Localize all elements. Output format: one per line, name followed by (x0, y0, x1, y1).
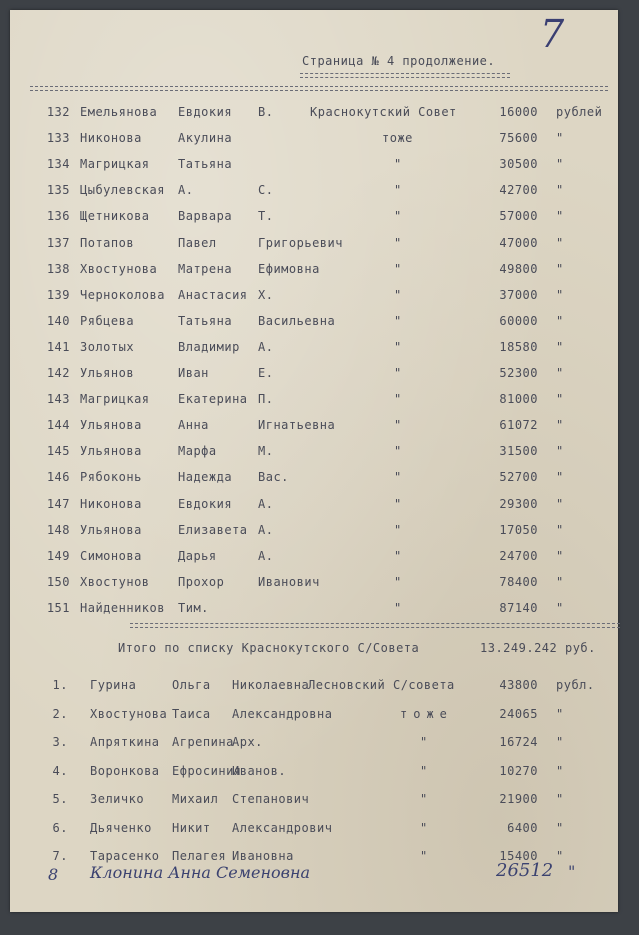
row-patronymic: Васильевна (258, 313, 336, 328)
row-number: 147 (46, 496, 70, 511)
row-first-name: Татьяна (178, 313, 233, 328)
row-council: " (394, 261, 402, 276)
row-unit: " (556, 418, 564, 433)
row-council: " (394, 548, 402, 563)
row-amount: 24700 (499, 548, 538, 563)
row-unit: " (556, 548, 564, 563)
row-unit: " (556, 763, 564, 778)
row-council: " (420, 820, 428, 835)
row-number: 132 (46, 105, 70, 119)
row-number: 140 (46, 313, 70, 328)
row-first-name: Евдокия (178, 496, 233, 511)
row-surname: Щетникова (80, 209, 150, 224)
row-first-name: Дарья (178, 548, 217, 563)
table-row (10, 209, 618, 231)
row-amount: 87140 (499, 600, 538, 615)
row-number: 6. (52, 820, 68, 835)
row-patronymic: Т. (258, 209, 274, 224)
section-1-total-label: Итого по списку Краснокутского С/Совета (118, 641, 420, 655)
row-council: " (394, 600, 402, 615)
row-amount: 78400 (499, 574, 538, 589)
row-amount: 18580 (499, 339, 538, 354)
row-amount: 10270 (499, 763, 538, 778)
handwritten-row-number: 8 (48, 865, 59, 884)
row-surname: Хвостунов (80, 574, 150, 589)
row-amount: 52300 (499, 366, 538, 380)
row-amount: 52700 (499, 470, 538, 485)
row-first-name: Анна (178, 418, 209, 433)
top-rule-2 (30, 90, 608, 91)
table-row (10, 314, 618, 336)
row-council: " (394, 392, 402, 407)
table-row (10, 288, 618, 310)
table-row (10, 131, 618, 153)
row-first-name: Владимир (178, 339, 240, 354)
table-row (10, 575, 618, 597)
row-unit: " (556, 366, 564, 380)
row-number: 137 (46, 235, 70, 250)
row-first-name: А. (178, 183, 194, 198)
row-unit: " (556, 261, 564, 276)
row-patronymic: Иванович (258, 574, 320, 589)
table-row (10, 549, 618, 571)
row-surname: Ульянова (80, 444, 142, 459)
row-unit: " (556, 735, 564, 749)
top-rule (30, 86, 608, 87)
row-number: 7. (52, 849, 68, 863)
row-council: тоже (382, 131, 413, 146)
row-patronymic: А. (258, 339, 274, 354)
row-first-name: Ольга (172, 678, 211, 692)
table-row (10, 236, 618, 258)
row-unit: рубл. (556, 678, 595, 692)
row-number: 148 (46, 522, 70, 537)
row-patronymic: Ефимовна (258, 261, 320, 276)
row-council: " (394, 235, 402, 250)
row-surname: Потапов (80, 235, 135, 250)
row-patronymic: Иванов. (232, 763, 287, 778)
row-patronymic: А. (258, 496, 274, 511)
row-number: 145 (46, 444, 70, 459)
row-first-name: Акулина (178, 131, 233, 146)
row-patronymic: Ивановна (232, 849, 294, 863)
row-amount: 17050 (499, 522, 538, 537)
table-row (10, 764, 618, 786)
row-patronymic: А. (258, 522, 274, 537)
row-unit: " (556, 470, 564, 485)
row-number: 138 (46, 261, 70, 276)
row-patronymic: Степанович (232, 792, 310, 806)
row-surname: Найденников (80, 600, 165, 615)
row-council: " (394, 470, 402, 485)
table-row (10, 262, 618, 284)
row-patronymic: Игнатьевна (258, 418, 336, 433)
row-patronymic: А. (258, 548, 274, 563)
row-amount: 47000 (499, 235, 538, 250)
row-surname: Емельянова (80, 105, 158, 119)
row-number: 2. (52, 706, 68, 721)
row-amount: 43800 (499, 678, 538, 692)
table-row (10, 157, 618, 179)
handwritten-row-name: Клонина Анна Семеновна (90, 863, 311, 882)
row-council: " (394, 522, 402, 537)
row-council: Лесновский С/совета (308, 678, 455, 692)
row-council: " (420, 792, 428, 806)
row-unit: " (556, 522, 564, 537)
table-row (10, 497, 618, 519)
row-first-name: Прохор (178, 574, 225, 589)
row-surname: Хвостунова (90, 706, 168, 721)
row-number: 139 (46, 287, 70, 302)
row-amount: 49800 (499, 261, 538, 276)
table-row (10, 340, 618, 362)
row-unit: " (556, 849, 564, 863)
table-row (10, 366, 618, 388)
row-first-name: Таиса (172, 706, 211, 721)
page-header: Страница № 4 продолжение. (302, 54, 496, 68)
row-number: 144 (46, 418, 70, 433)
section-1-total-amount: 13.249.242 руб. (480, 641, 596, 655)
row-number: 143 (46, 392, 70, 407)
row-number: 1. (52, 678, 68, 692)
row-unit: " (556, 706, 564, 721)
row-amount: 75600 (499, 131, 538, 146)
row-unit: " (556, 235, 564, 250)
row-surname: Никонова (80, 131, 142, 146)
row-unit: " (556, 209, 564, 224)
row-surname: Рябцева (80, 313, 135, 328)
row-surname: Симонова (80, 548, 142, 563)
row-surname: Ульянов (80, 366, 135, 380)
row-amount: 61072 (499, 418, 538, 433)
row-patronymic: Александрович (232, 820, 333, 835)
row-number: 3. (52, 735, 68, 749)
row-patronymic: Х. (258, 287, 274, 302)
row-council: Краснокутский Совет (310, 105, 457, 119)
row-unit: " (556, 287, 564, 302)
row-patronymic: П. (258, 392, 274, 407)
row-surname: Апряткина (90, 735, 160, 749)
row-council: " (394, 496, 402, 511)
row-patronymic: Николаевна (232, 678, 310, 692)
row-surname: Тарасенко (90, 849, 160, 863)
row-surname: Ульянова (80, 522, 142, 537)
row-surname: Дьяченко (90, 820, 152, 835)
row-first-name: Тим. (178, 600, 209, 615)
row-unit: " (556, 183, 564, 198)
table-row (10, 183, 618, 205)
row-unit: " (556, 574, 564, 589)
handwritten-row-amount: 26512 (496, 860, 554, 881)
row-unit: рублей (556, 105, 603, 119)
row-first-name: Агрепина (172, 735, 234, 749)
row-patronymic: Е. (258, 366, 274, 380)
table-row (10, 735, 618, 757)
table-row (10, 523, 618, 545)
row-first-name: Евдокия (178, 105, 233, 119)
row-council: " (394, 339, 402, 354)
table-row (10, 105, 618, 127)
row-amount: 42700 (499, 183, 538, 198)
row-unit: " (556, 444, 564, 459)
row-surname: Рябоконь (80, 470, 142, 485)
table-row (10, 392, 618, 414)
row-surname: Магрицкая (80, 392, 150, 407)
table-row (10, 821, 618, 843)
document-page (10, 10, 618, 912)
row-unit: " (556, 792, 564, 806)
row-unit: " (556, 313, 564, 328)
table-row (10, 601, 618, 623)
row-first-name: Марфа (178, 444, 217, 459)
row-number: 141 (46, 339, 70, 354)
row-council: " (394, 444, 402, 459)
row-amount: 15400 (499, 849, 538, 863)
row-council: " (394, 287, 402, 302)
row-amount: 37000 (499, 287, 538, 302)
table-row (10, 678, 618, 700)
row-number: 133 (46, 131, 70, 146)
row-number: 136 (46, 209, 70, 224)
row-patronymic: В. (258, 105, 274, 119)
row-council: " (394, 418, 402, 433)
row-amount: 31500 (499, 444, 538, 459)
row-number: 151 (46, 600, 70, 615)
table-row (10, 444, 618, 466)
row-surname: Золотых (80, 339, 135, 354)
row-number: 134 (46, 157, 70, 172)
row-number: 4. (52, 763, 68, 778)
row-amount: 24065 (499, 706, 538, 721)
header-underline-2 (300, 77, 510, 78)
table-row (10, 418, 618, 440)
row-surname: Гурина (90, 678, 137, 692)
row-surname: Хвостунова (80, 261, 158, 276)
row-amount: 6400 (507, 820, 538, 835)
row-council: " (420, 849, 428, 863)
row-amount: 30500 (499, 157, 538, 172)
row-amount: 57000 (499, 209, 538, 224)
row-council: тоже (400, 706, 453, 721)
row-number: 146 (46, 470, 70, 485)
row-amount: 21900 (499, 792, 538, 806)
table-row (10, 470, 618, 492)
row-council: " (394, 574, 402, 589)
handwritten-row-unit: " (568, 862, 576, 881)
row-council: " (420, 735, 428, 749)
row-council: " (394, 366, 402, 380)
row-council: " (420, 763, 428, 778)
row-surname: Никонова (80, 496, 142, 511)
row-council: " (394, 313, 402, 328)
handwritten-page-number: 7 (540, 12, 565, 56)
row-first-name: Татьяна (178, 157, 233, 172)
row-first-name: Ефросиния (172, 763, 242, 778)
row-first-name: Анастасия (178, 287, 248, 302)
row-amount: 29300 (499, 496, 538, 511)
row-patronymic: М. (258, 444, 274, 459)
total-rule-2 (130, 627, 620, 628)
row-first-name: Павел (178, 235, 217, 250)
row-unit: " (556, 131, 564, 146)
row-first-name: Варвара (178, 209, 233, 224)
row-unit: " (556, 820, 564, 835)
table-row (10, 792, 618, 814)
row-amount: 60000 (499, 313, 538, 328)
row-surname: Зеличко (90, 792, 145, 806)
row-surname: Ульянова (80, 418, 142, 433)
row-first-name: Екатерина (178, 392, 248, 407)
row-amount: 16724 (499, 735, 538, 749)
total-rule (130, 623, 620, 624)
row-amount: 81000 (499, 392, 538, 407)
row-number: 149 (46, 548, 70, 563)
row-patronymic: Григорьевич (258, 235, 343, 250)
row-unit: " (556, 157, 564, 172)
row-patronymic: Вас. (258, 470, 289, 485)
row-first-name: Никит (172, 820, 211, 835)
row-patronymic: Александровна (232, 706, 333, 721)
row-surname: Цыбулевская (80, 183, 165, 198)
row-council: " (394, 157, 402, 172)
row-unit: " (556, 339, 564, 354)
row-first-name: Пелагея (172, 849, 227, 863)
row-first-name: Михаил (172, 792, 219, 806)
header-underline (300, 73, 510, 74)
row-surname: Воронкова (90, 763, 160, 778)
row-council: " (394, 183, 402, 198)
row-surname: Черноколова (80, 287, 165, 302)
row-first-name: Елизавета (178, 522, 248, 537)
row-patronymic: Арх. (232, 735, 263, 749)
row-number: 5. (52, 792, 68, 806)
row-surname: Магрицкая (80, 157, 150, 172)
row-unit: " (556, 392, 564, 407)
row-number: 150 (46, 574, 70, 589)
row-number: 135 (46, 183, 70, 198)
row-first-name: Надежда (178, 470, 233, 485)
row-amount: 16000 (499, 105, 538, 119)
row-patronymic: С. (258, 183, 274, 198)
row-unit: " (556, 496, 564, 511)
table-row (10, 707, 618, 729)
row-number: 142 (46, 366, 70, 380)
row-first-name: Иван (178, 366, 209, 380)
row-unit: " (556, 600, 564, 615)
row-council: " (394, 209, 402, 224)
row-first-name: Матрена (178, 261, 233, 276)
